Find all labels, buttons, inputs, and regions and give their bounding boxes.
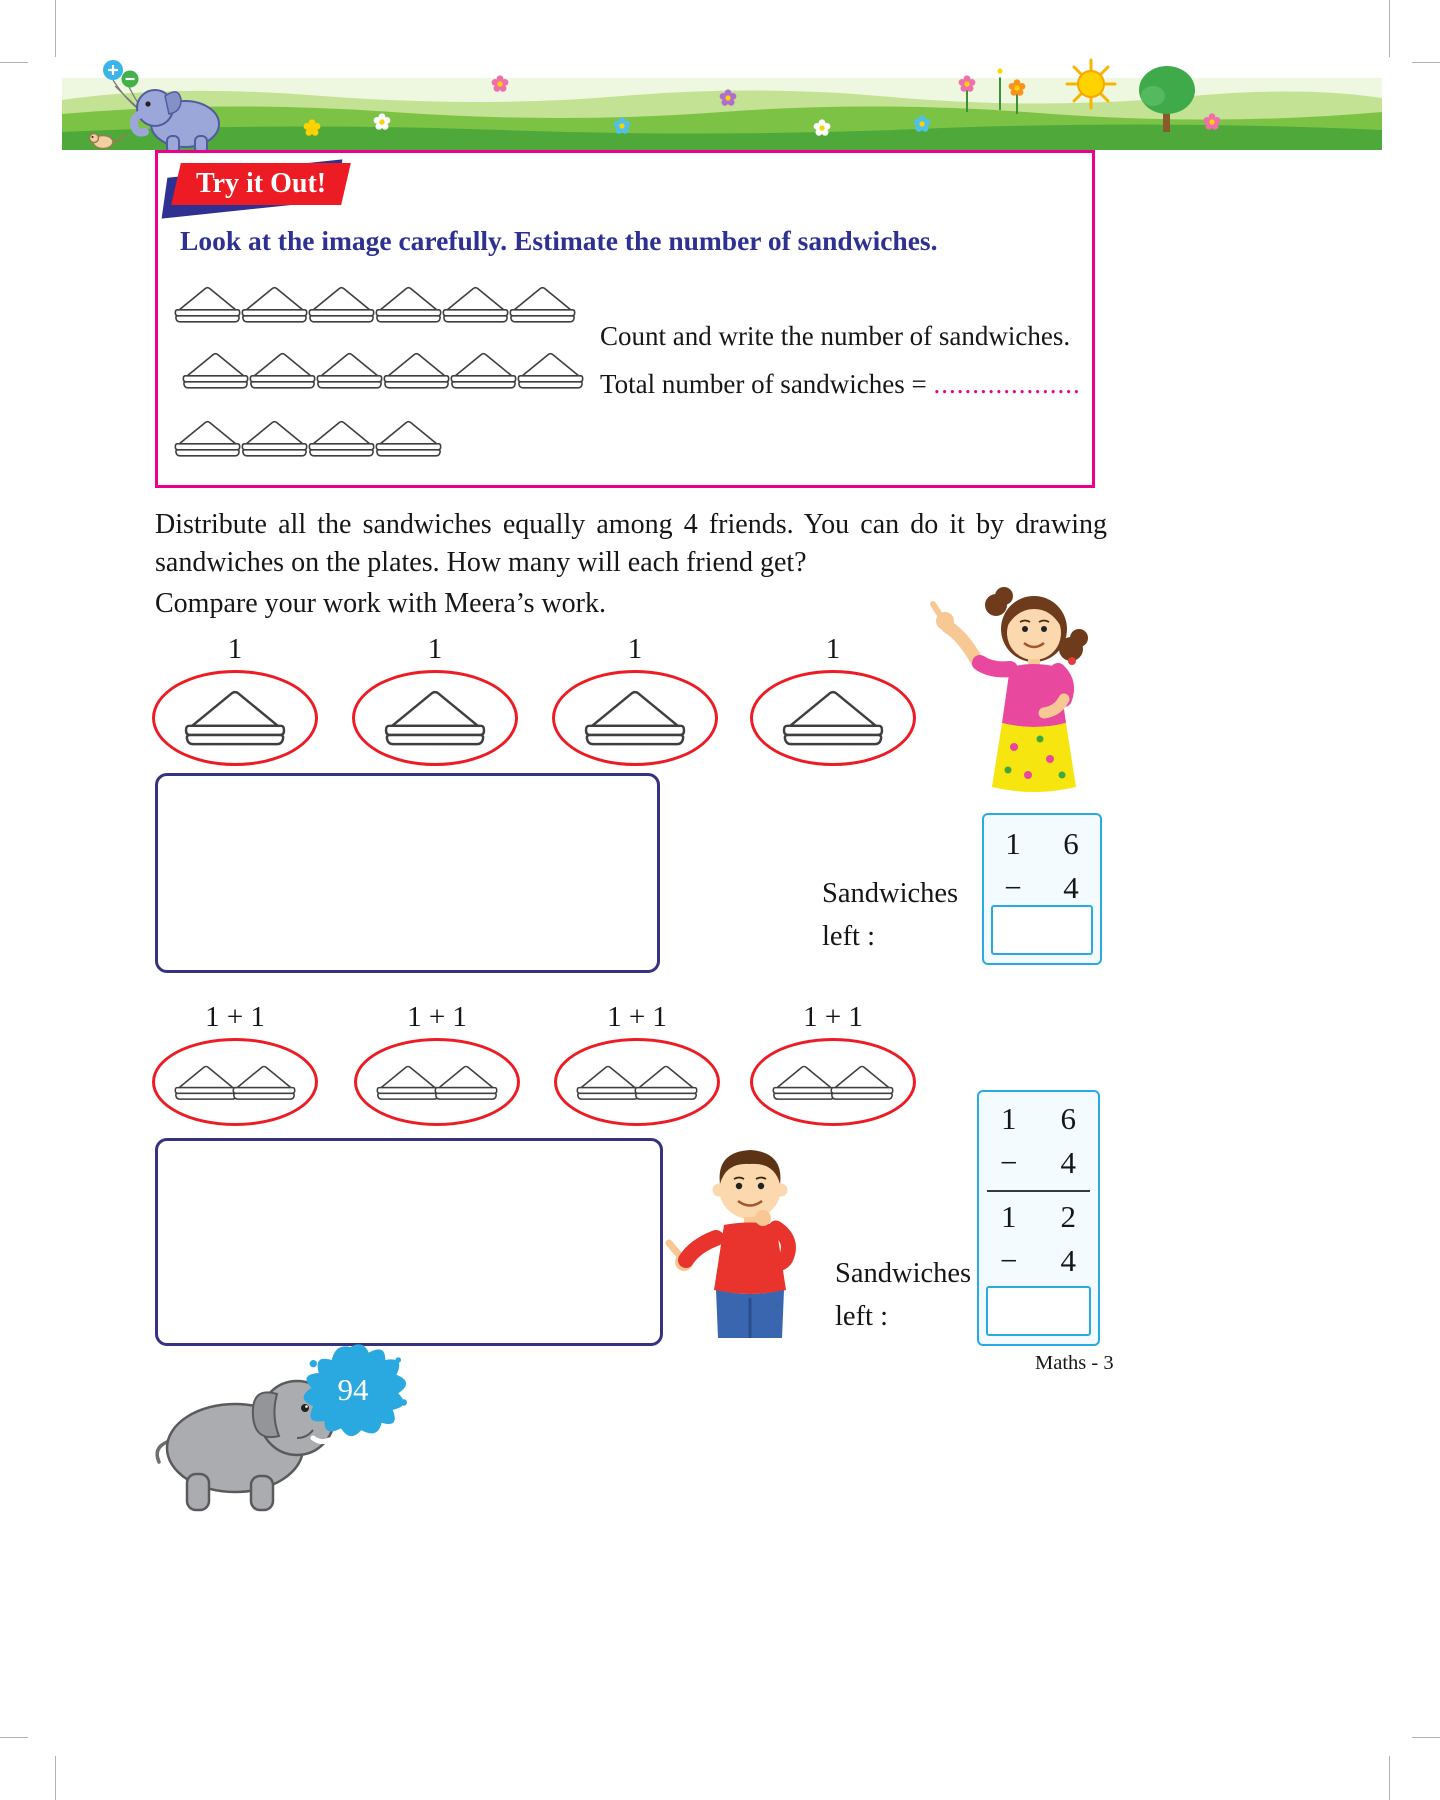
sandwich-icon — [241, 283, 308, 326]
compare-instruction: Compare your work with Meera’s work. — [155, 588, 607, 619]
sandwich-icon — [375, 417, 442, 460]
page-number-splash — [293, 1340, 413, 1440]
sandwich-icon — [308, 283, 375, 326]
minus-sign: − — [1000, 1243, 1018, 1278]
plate-4 — [750, 1000, 916, 1126]
sandwich-icon — [434, 1062, 498, 1103]
header-banner-illustration — [62, 58, 1382, 150]
sandwich-row-2 — [182, 349, 584, 392]
plate-ellipse — [152, 670, 318, 766]
plate-ellipse — [152, 1038, 318, 1126]
sub2-result-tens: 1 — [1001, 1199, 1017, 1234]
answer-box-1[interactable] — [991, 905, 1093, 955]
count-instructions — [600, 321, 1100, 400]
sandwich-icon — [517, 349, 584, 392]
total-answer-blank[interactable]: ................... — [933, 369, 1081, 399]
sandwich-row-3 — [174, 417, 442, 460]
subtraction-box-2 — [977, 1090, 1100, 1346]
page-number: 94 — [337, 1372, 369, 1407]
crop-mark — [1389, 0, 1390, 57]
subtraction-box-1 — [982, 813, 1102, 965]
plate-label: 1 — [427, 633, 443, 665]
plate-3 — [554, 1000, 720, 1126]
plate-ellipse — [552, 670, 718, 766]
crop-mark — [0, 1737, 28, 1738]
answer-box-2[interactable] — [986, 1286, 1091, 1336]
subtraction-line — [987, 1190, 1090, 1192]
sandwich-icon — [634, 1062, 698, 1103]
drawing-box-2[interactable] — [155, 1138, 663, 1346]
plate-4 — [750, 632, 916, 766]
crop-mark — [1412, 1737, 1440, 1738]
sandwich-icon — [232, 1062, 296, 1103]
sandwich-icon — [249, 349, 316, 392]
sandwich-icon — [184, 685, 286, 750]
plate-label: 1 + 1 — [407, 1001, 467, 1033]
plate-ellipse — [354, 1038, 520, 1126]
distribute-instruction: Distribute all the sandwiches equally among 4 friends. You can do it by drawing sandwiches on the plates. How many will each friend get? — [155, 509, 1107, 578]
sandwich-icon — [509, 283, 576, 326]
sandwich-icon — [174, 417, 241, 460]
sub1-ones: 6 — [1063, 826, 1079, 861]
sandwich-row-1 — [174, 283, 576, 326]
sandwich-icon — [383, 349, 450, 392]
crop-mark — [1389, 1756, 1390, 1800]
sandwich-icon — [241, 417, 308, 460]
plate-ellipse — [352, 670, 518, 766]
sandwich-icon — [384, 685, 486, 750]
sandwich-icon — [450, 349, 517, 392]
sub2-result-ones: 2 — [1060, 1199, 1076, 1234]
plate-ellipse — [750, 1038, 916, 1126]
boy-illustration — [650, 1138, 840, 1343]
plate-label: 1 — [627, 633, 643, 665]
sub2-ones: 6 — [1060, 1101, 1076, 1136]
plate-ellipse — [750, 670, 916, 766]
total-label: Total number of sandwiches = — [600, 369, 927, 399]
plate-ellipse — [554, 1038, 720, 1126]
sandwich-icon — [782, 685, 884, 750]
sandwich-icon — [182, 349, 249, 392]
sandwich-icon — [308, 417, 375, 460]
sandwiches-left-label-1: Sandwiches left : — [822, 878, 959, 952]
sandwich-icon — [375, 283, 442, 326]
sandwich-icon — [576, 1062, 640, 1103]
plate-label: 1 — [227, 633, 243, 665]
minus-sign: − — [1000, 1145, 1018, 1180]
sandwich-icon — [174, 283, 241, 326]
header-elephant-illustration — [85, 56, 245, 156]
count-line: Count and write the number of sandwiches. — [600, 321, 1071, 351]
sandwich-icon — [174, 1062, 238, 1103]
sandwich-icon — [772, 1062, 836, 1103]
try-it-out-ribbon — [168, 163, 358, 211]
plate-2 — [354, 1000, 520, 1126]
plate-label: 1 + 1 — [205, 1001, 265, 1033]
crop-mark — [55, 0, 56, 57]
girl-illustration — [912, 575, 1112, 795]
sandwich-icon — [584, 685, 686, 750]
plate-1 — [152, 632, 318, 766]
sub2-subtrahend-2: 4 — [1060, 1243, 1076, 1278]
sub1-tens: 1 — [1005, 826, 1021, 861]
plate-3 — [552, 632, 718, 766]
crop-mark — [55, 1756, 56, 1800]
mouse-icon — [90, 134, 127, 149]
sandwich-icon — [376, 1062, 440, 1103]
sandwich-icon — [442, 283, 509, 326]
sun-icon — [1067, 60, 1115, 108]
book-label: Maths - 3 — [1035, 1352, 1114, 1374]
sandwiches-left-label-2: Sandwiches left : — [835, 1258, 972, 1332]
sandwich-icon — [830, 1062, 894, 1103]
ribbon-label: Try it Out! — [195, 168, 327, 199]
sub1-subtrahend: 4 — [1063, 870, 1079, 905]
ribbon-banner — [171, 163, 351, 205]
plate-2 — [352, 632, 518, 766]
sub2-subtrahend-1: 4 — [1060, 1145, 1076, 1180]
plate-label: 1 — [825, 633, 841, 665]
plate-label: 1 + 1 — [607, 1001, 667, 1033]
try-heading: Look at the image carefully. Estimate the number of sandwiches. — [180, 225, 938, 256]
crop-mark — [0, 62, 28, 63]
total-line — [600, 369, 1100, 400]
drawing-box-1[interactable] — [155, 773, 660, 973]
plate-label: 1 + 1 — [803, 1001, 863, 1033]
plate-1 — [152, 1000, 318, 1126]
sub2-tens: 1 — [1001, 1101, 1017, 1136]
crop-mark — [1412, 62, 1440, 63]
sandwich-icon — [316, 349, 383, 392]
try-it-out-box — [155, 150, 1095, 488]
minus-sign: − — [1004, 870, 1022, 905]
